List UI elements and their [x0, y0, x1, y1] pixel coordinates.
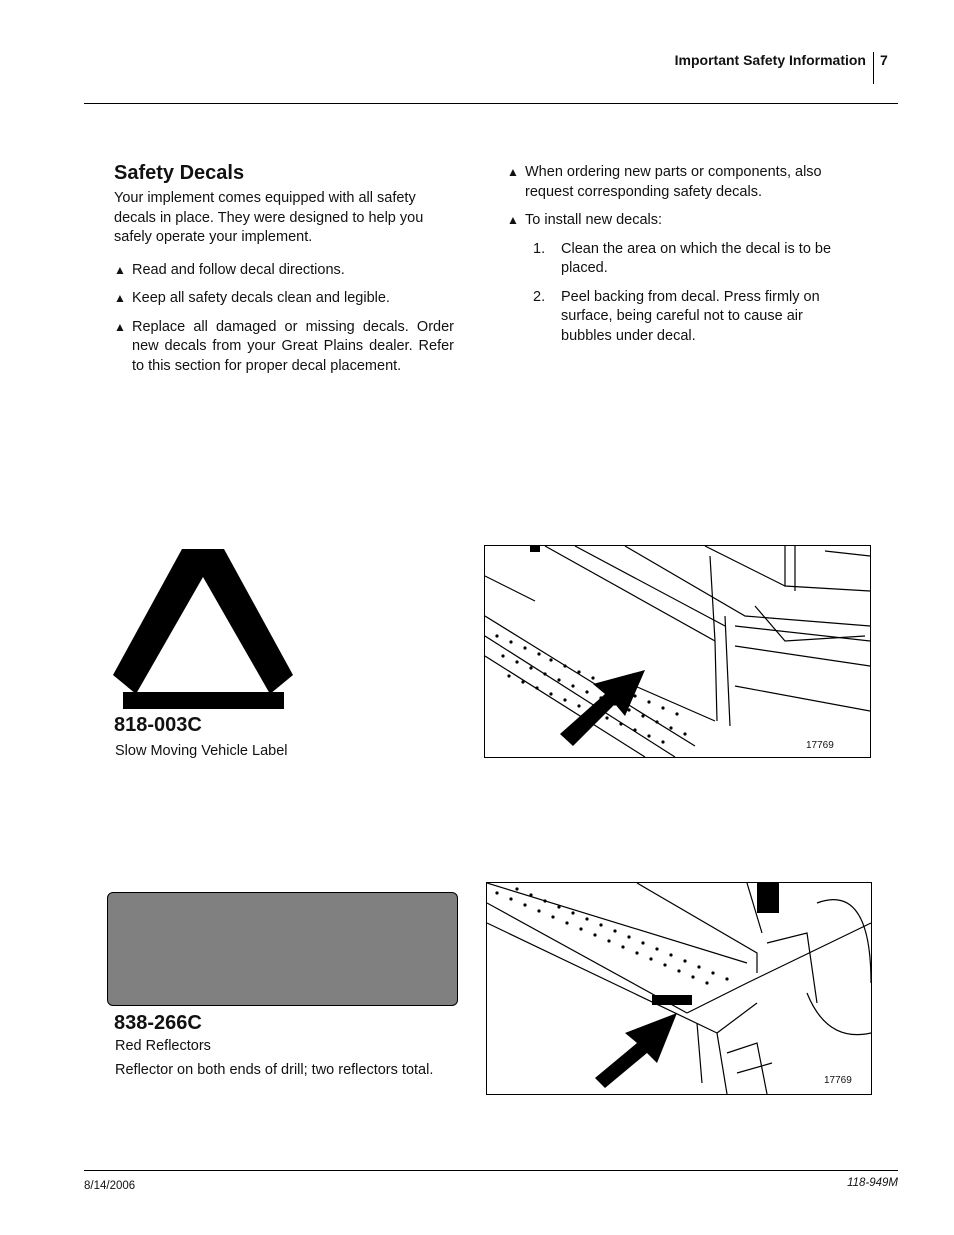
bullet-text: When ordering new parts or components, also request corresponding safety decals. — [525, 164, 822, 200]
decal-part-number: 818-003C — [114, 714, 202, 736]
slow-moving-vehicle-emblem-icon — [110, 545, 296, 711]
decal-location-photo — [484, 545, 871, 758]
header-rule — [84, 103, 898, 104]
bullet-item — [114, 318, 454, 377]
step-text: Clean the area on which the decal is to be placed. — [561, 240, 832, 276]
page-number: 7 — [880, 52, 888, 68]
red-reflector-swatch — [107, 892, 458, 1006]
section-header-title: Important Safety Information — [674, 52, 866, 68]
decal-location-photo — [486, 882, 872, 1095]
bullet-text: Read and follow decal directions. — [132, 261, 345, 278]
decal-note: Reflector on both ends of drill; two reflectors total. — [115, 1062, 434, 1078]
bullet-text: To install new decals: — [525, 212, 663, 228]
figure-number: 17769 — [824, 1075, 852, 1086]
bullet-text: Keep all safety decals clean and legible. — [132, 290, 390, 306]
drill-illustration — [485, 546, 870, 757]
step-number: 1. — [533, 240, 546, 257]
drill-illustration — [487, 883, 871, 1094]
section-title: Safety Decals — [114, 162, 245, 184]
bullet-item — [114, 289, 454, 309]
triangle-bullet-icon: ▲ — [507, 165, 519, 179]
bullet-item — [507, 163, 852, 202]
decal-part-number: 838-266C — [114, 1012, 202, 1034]
bullet-item — [507, 211, 852, 231]
decal-description: Slow Moving Vehicle Label — [115, 743, 288, 759]
step-item — [533, 288, 852, 347]
bullet-item — [114, 261, 454, 281]
step-text: Peel backing from decal. Press firmly on surface, being careful not to cause air bubbles under decal. — [561, 288, 820, 344]
decal-description: Red Reflectors — [115, 1038, 211, 1054]
right-column — [507, 163, 852, 346]
triangle-bullet-icon: ▲ — [114, 291, 126, 305]
intro-paragraph: Your implement comes equipped with all safety decals in place. They were designed to help you safely operate your implement. — [114, 190, 424, 245]
footer-rule — [84, 1170, 898, 1171]
install-steps — [533, 240, 852, 347]
left-column — [114, 162, 454, 376]
footer-doc-number: 118-949M — [847, 1177, 898, 1189]
bullet-text: Replace all damaged or missing decals. Order new decals from your Great Plains dealer. Refer to this section for proper decal placement. — [132, 318, 454, 374]
step-number: 2. — [533, 288, 546, 305]
header-divider — [873, 52, 874, 84]
triangle-bullet-icon: ▲ — [507, 213, 519, 227]
figure-number: 17769 — [806, 740, 834, 751]
step-item — [533, 240, 852, 279]
triangle-bullet-icon: ▲ — [114, 319, 126, 334]
triangle-bullet-icon: ▲ — [114, 262, 126, 277]
footer-date: 8/14/2006 — [84, 1180, 136, 1192]
